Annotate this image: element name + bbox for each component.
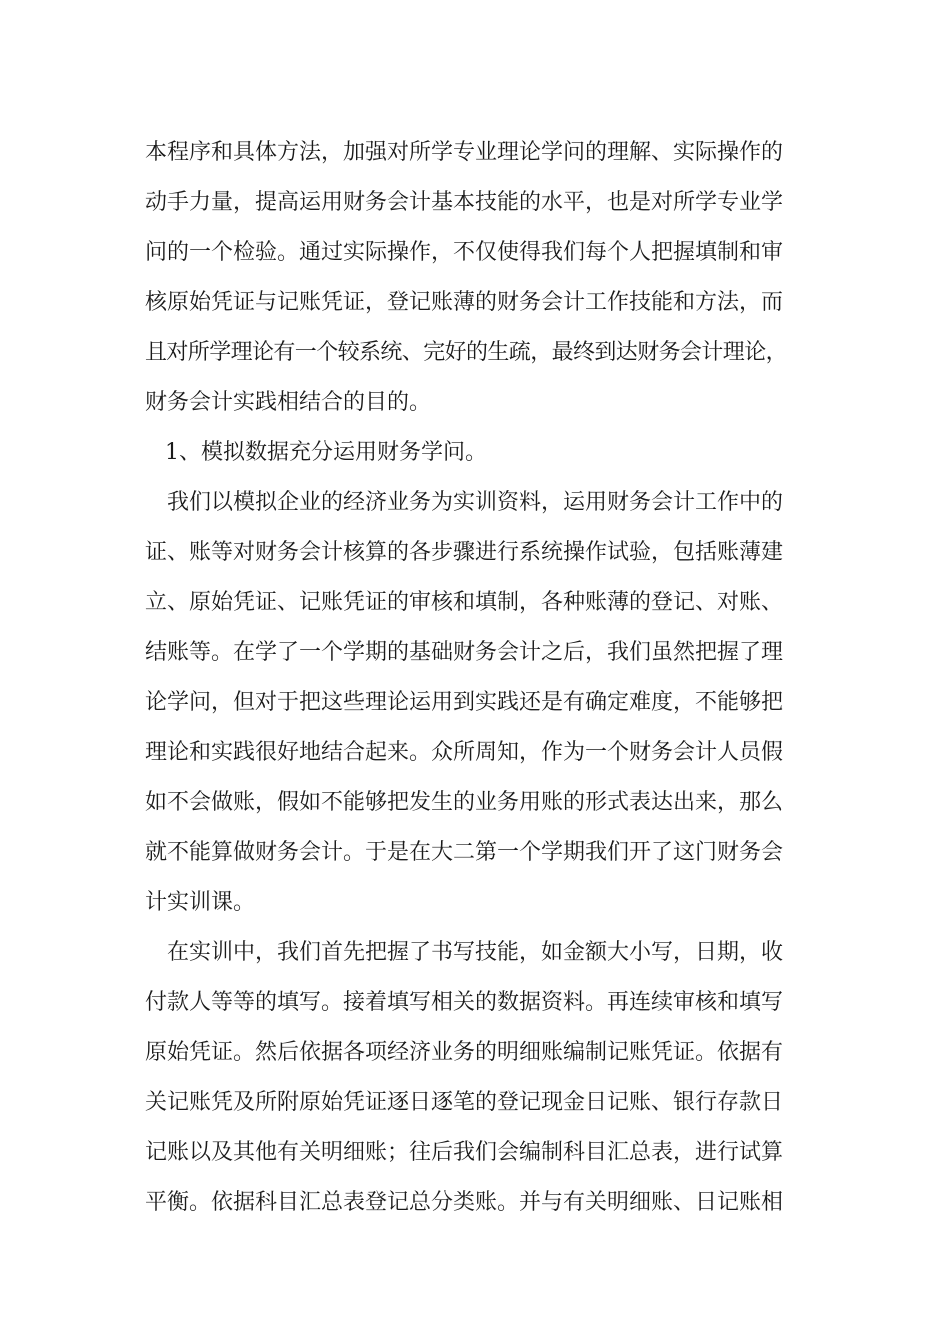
text-line: 如不会做账，假如不能够把发生的业务用账的形式表达出来，那么 <box>145 790 784 815</box>
text-line: 核原始凭证与记账凭证，登记账薄的财务会计工作技能和方法，而 <box>145 290 784 315</box>
text-line: 理论和实践很好地结合起来。众所周知，作为一个财务会计人员假 <box>145 740 784 765</box>
text-line: 记账以及其他有关明细账；往后我们会编制科目汇总表，进行试算 <box>145 1140 784 1165</box>
text-line: 立、原始凭证、记账凭证的审核和填制，各种账薄的登记、对账、 <box>145 590 784 615</box>
text-line: 动手力量，提高运用财务会计基本技能的水平，也是对所学专业学 <box>145 190 784 215</box>
text-line: 在实训中，我们首先把握了书写技能，如金额大小写，日期，收 <box>167 940 784 965</box>
text-line: 本程序和具体方法，加强对所学专业理论学问的理解、实际操作的 <box>145 140 784 165</box>
text-line: 我们以模拟企业的经济业务为实训资料，运用财务会计工作中的 <box>167 490 784 515</box>
text-line: 平衡。依据科目汇总表登记总分类账。并与有关明细账、日记账相 <box>145 1190 784 1215</box>
section-heading: 1、模拟数据充分运用财务学问。 <box>165 440 487 465</box>
text-line: 关记账凭及所附原始凭证逐日逐笔的登记现金日记账、银行存款日 <box>145 1090 784 1115</box>
text-line: 且对所学理论有一个较系统、完好的生疏，最终到达财务会计理论， <box>145 340 788 365</box>
text-line: 计实训课。 <box>145 890 256 915</box>
text-line: 结账等。在学了一个学期的基础财务会计之后，我们虽然把握了理 <box>145 640 784 665</box>
text-line: 问的一个检验。通过实际操作，不仅使得我们每个人把握填制和审 <box>145 240 784 265</box>
text-line: 付款人等等的填写。接着填写相关的数据资料。再连续审核和填写 <box>145 990 784 1015</box>
text-line: 原始凭证。然后依据各项经济业务的明细账编制记账凭证。依据有 <box>145 1040 784 1065</box>
body-text <box>145 128 825 1228</box>
text-line: 就不能算做财务会计。于是在大二第一个学期我们开了这门财务会 <box>145 840 784 865</box>
text-line: 证、账等对财务会计核算的各步骤进行系统操作试验，包括账薄建 <box>145 540 784 565</box>
text-line: 论学问，但对于把这些理论运用到实践还是有确定难度，不能够把 <box>145 690 784 715</box>
text-line: 财务会计实践相结合的目的。 <box>145 390 432 415</box>
